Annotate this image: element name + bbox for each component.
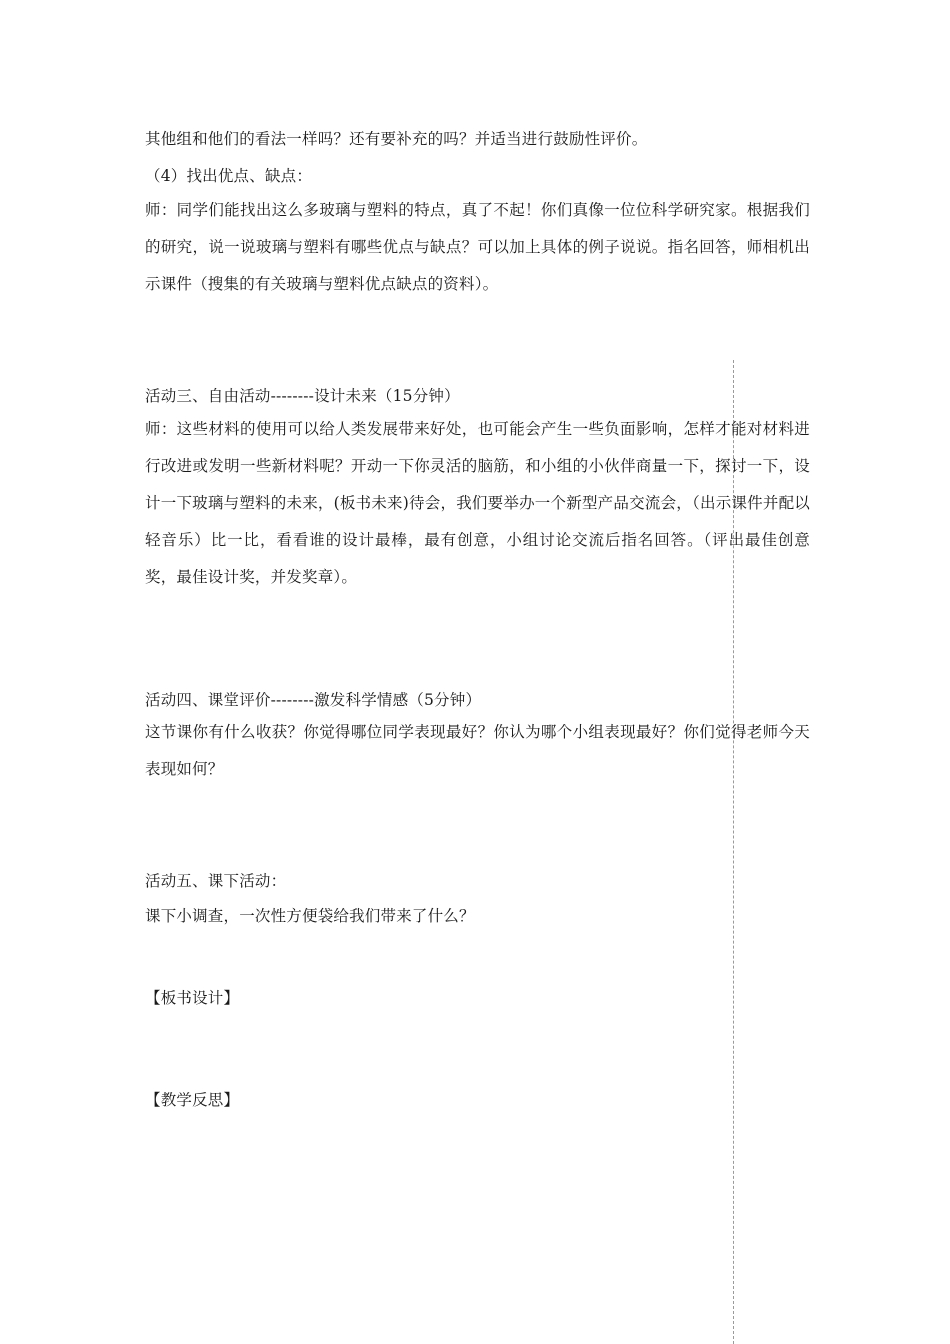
activity3-title: 活动三、自由活动--------设计未来（15分钟）: [145, 387, 460, 405]
teacher-paragraph-1: 师：同学们能找出这么多玻璃与塑料的特点，真了不起！你们真像一位位科学研究家。根据我们的研究，说一说玻璃与塑料有哪些优点与缺点？可以加上具体的例子说说。指名回答，师相机出示课件（搜集的有关玻璃与塑料优点缺点的资料）。: [145, 201, 810, 293]
teacher-paragraph-2: 师：这些材料的使用可以给人类发展带来好处，也可能会产生一些负面影响，怎样才能对材料进行改进或发明一些新材料呢？开动一下你灵活的脑筋，和小组的小伙伴商量一下，探讨一下，设计一下玻璃与塑料的未来，(板书未来)待会，我们要举办一个新型产品交流会，（出示课件并配以轻音乐）比一比，看看谁的设计最棒，最有创意，小组讨论交流后指名回答。（评出最佳创意奖，最佳设计奖，并发奖章）。: [145, 420, 810, 586]
step4-heading: （4）找出优点、缺点：: [145, 167, 313, 185]
activity4-title: 活动四、课堂评价--------激发科学情感（5分钟）: [145, 691, 482, 709]
evaluation-line: 其他组和他们的看法一样吗？还有要补充的吗？并适当进行鼓励性评价。: [145, 130, 648, 148]
activity5-title: 活动五、课下活动：: [145, 872, 287, 890]
board-design-heading: 【板书设计】: [145, 989, 240, 1007]
activity4-paragraph: 这节课你有什么收获？你觉得哪位同学表现最好？你认为哪个小组表现最好？你们觉得老师今天表现如何？: [145, 723, 810, 778]
teaching-reflection-heading: 【教学反思】: [145, 1091, 240, 1109]
activity5-body: 课下小调查，一次性方便袋给我们带来了什么？: [145, 907, 475, 925]
